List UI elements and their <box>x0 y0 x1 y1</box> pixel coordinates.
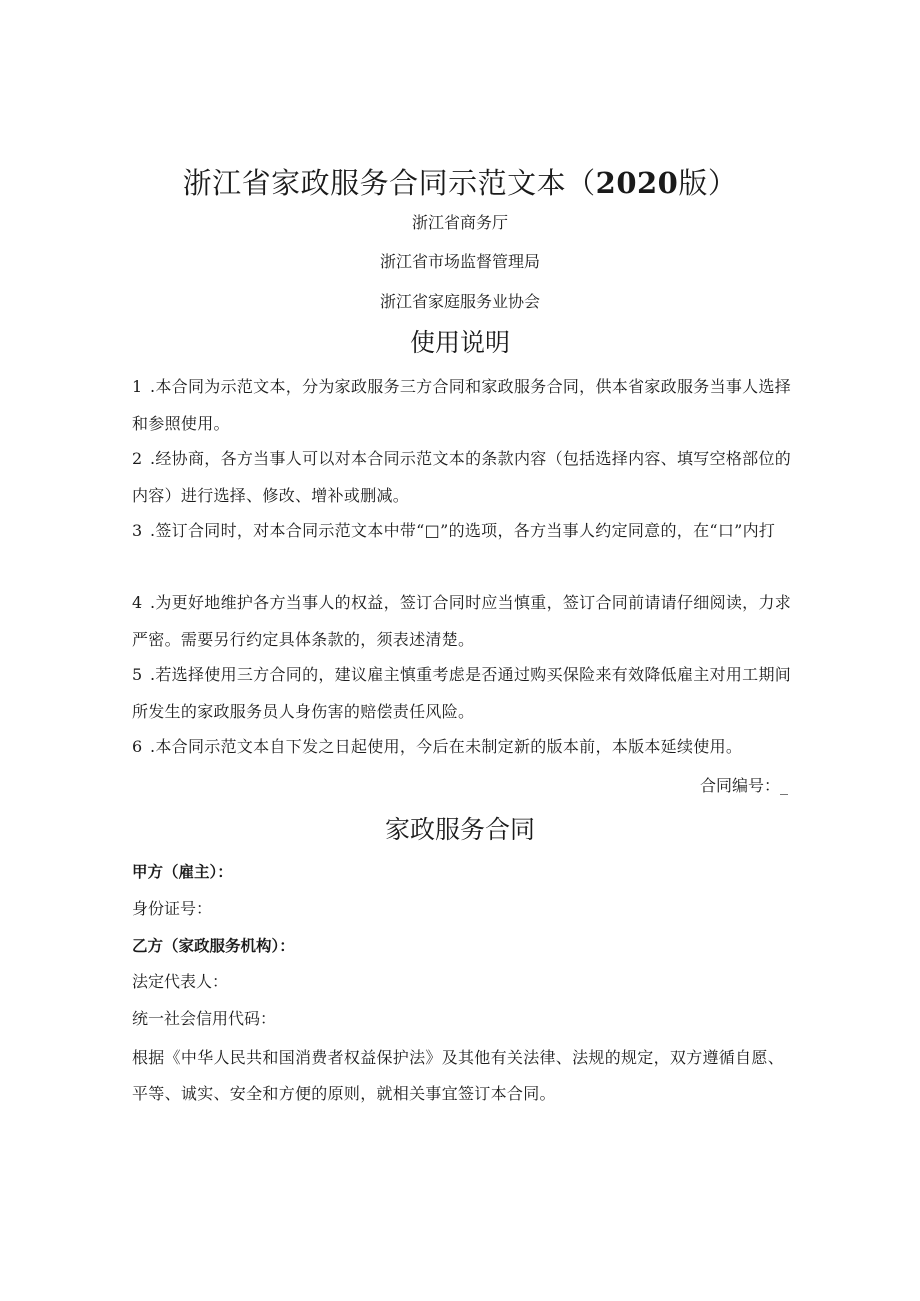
instruction-text: .经协商，各方当事人可以对本合同示范文本的条款内容（包括选择内容、填写空格部位的内容）进行选择、修改、增补或删减。 <box>132 449 792 505</box>
issuer-service-association: 浙江省家庭服务业协会 <box>379 292 540 311</box>
party-a-label: 甲方（雇主）： <box>132 863 233 881</box>
instruction-item-3 <box>132 512 792 549</box>
instruction-item-4 <box>132 584 792 658</box>
issuer-market-supervision: 浙江省市场监督管理局 <box>379 252 540 271</box>
id-number-label: 身份证号： <box>132 899 213 918</box>
contract-title: 家政服务合同 <box>384 815 535 844</box>
credit-code-label: 统一社会信用代码： <box>132 1009 277 1028</box>
instruction-text: .若选择使用三方合同的，建议雇主慎重考虑是否通过购买保险来有效降低雇主对用工期间所发生的家政服务员人身伤害的赔偿责任风险。 <box>132 665 792 721</box>
instruction-item-1 <box>132 368 792 442</box>
instruction-text: .为更好地维护各方当事人的权益，签订合同时应当慎重，签订合同前请请仔细阅读，力求严密。需要另行约定具体条款的，须表述清楚。 <box>132 593 792 649</box>
instructions-heading: 使用说明 <box>409 328 510 357</box>
document-title <box>0 163 920 203</box>
instruction-item-5 <box>132 656 792 730</box>
instruction-text: .签订合同时，对本合同示范文本中带“□”的选项，各方当事人约定同意的，在“口”内打 <box>150 521 776 540</box>
issuer-commerce-dept: 浙江省商务厅 <box>411 213 508 232</box>
party-b-label: 乙方（家政服务机构）： <box>132 937 295 955</box>
instruction-item-6 <box>132 728 792 765</box>
instruction-text: .本合同示范文本自下发之日起使用，今后在未制定新的版本前，本版本延续使用。 <box>150 737 743 756</box>
title-main: 浙江省家政服务合同示范文本（ <box>182 166 596 200</box>
title-year: 2020 <box>595 166 679 200</box>
contract-basis-paragraph: 根据《中华人民共和国消费者权益保护法》及其他有关法律、法规的规定，双方遵循自愿、平等、诚实、安全和方便的原则，就相关事宜签订本合同。 <box>132 1048 785 1103</box>
instruction-number: 4 <box>132 593 143 612</box>
instruction-number: 6 <box>132 737 143 756</box>
contract-number-label: 合同编号：_ <box>699 776 788 795</box>
instruction-text: .本合同为示范文本，分为家政服务三方合同和家政服务合同，供本省家政服务当事人选择和参照使用。 <box>132 377 792 433</box>
legal-representative-label: 法定代表人： <box>132 972 229 991</box>
instruction-number: 5 <box>132 665 143 684</box>
title-end: 版） <box>678 166 738 200</box>
instruction-number: 3 <box>132 521 143 540</box>
instruction-item-2 <box>132 440 792 514</box>
instruction-number: 2 <box>132 449 143 468</box>
instruction-number: 1 <box>132 377 143 396</box>
